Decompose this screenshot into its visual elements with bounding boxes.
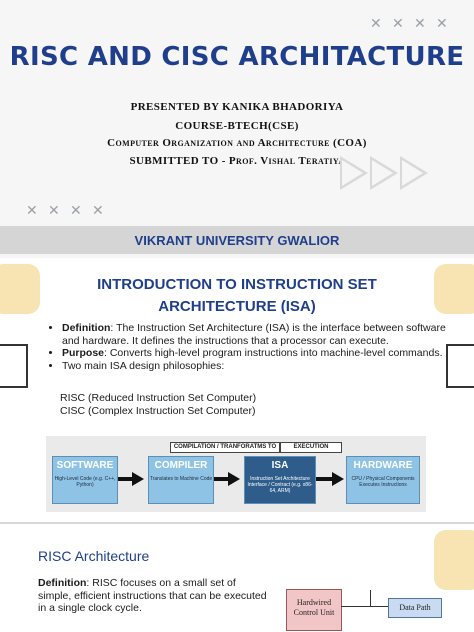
slide-divider [0,522,474,524]
arrow-right-icon [228,472,240,486]
compiler-box: COMPILER Translates to Machine Code [148,456,214,504]
decor-pill-right [434,530,474,590]
submitted-to: SUBMITTED TO - Prof. Vishal Teratiya [129,155,345,167]
decor-pill-right [434,264,474,314]
software-box: SOFTWARE High-Level Code (e.g. C++, Python) [52,456,118,504]
x-mark-icon: ✕ [414,16,426,32]
course: COURSE-BTECH(CSE) [175,120,299,132]
connector-line [341,606,388,607]
x-mark-icon: ✕ [70,203,82,219]
arrow-right-icon [332,472,344,486]
risc-full-name: RISC (Reduced Instruction Set Computer) [60,392,257,404]
arrow-shaft [118,477,132,481]
arrow-right-icon [132,472,144,486]
risc-title: RISC Architecture [38,548,150,564]
isa-flow-diagram [46,436,426,512]
decor-pill-left [0,264,40,314]
label-compilation: COMPILATION / TRANFORATMS TO [170,442,280,453]
risc-definition: Definition: RISC focuses on a small set of simple, efficient instructions that can be executed in a single clock cycle. [38,577,267,614]
isa-box: ISA Instruction Set Architecture Interface / Contract (e.g. x86-64, ARM) [244,456,316,504]
intro-bullets [44,322,462,372]
triangle-arrow-icon [340,156,368,190]
x-mark-icon: ✕ [26,203,38,219]
university-band [0,226,474,254]
university-name: VIKRANT UNIVERSITY GWALIOR [134,233,340,248]
presenter: PRESENTED BY KANIKA BHADORIYA [130,101,344,113]
x-mark-icon: ✕ [392,16,404,32]
connector-line [370,590,371,606]
list-item: • Purpose: Converts high-level program instructions into machine-level commands. [62,347,462,360]
decor-bracket-left [0,344,28,388]
hardwired-control-unit-box: Hardwired Control Unit [286,589,342,631]
x-mark-icon: ✕ [370,16,382,32]
hardware-box: HARDWARE CPU / Physical Components Executes Instructions [346,456,420,504]
arrow-shaft [316,477,332,481]
list-item: • Two main ISA design philosophies: [62,360,462,373]
label-execution: EXECUTION [280,442,342,453]
cisc-full-name: CISC (Complex Instruction Set Computer) [60,405,256,417]
list-item: • Definition: The Instruction Set Architecture (ISA) is the interface between software and hardware. It defines the instructions that a processor can execute. [62,322,462,347]
cover-title: RISC AND CISC ARCHITACTURE [9,42,465,72]
intro-title: INTRODUCTION TO INSTRUCTION SET ARCHITECTURE (ISA) [97,276,377,315]
triangle-arrow-icon [400,156,428,190]
arrow-shaft [214,477,228,481]
x-mark-icon: ✕ [48,203,60,219]
triangle-arrow-icon [370,156,398,190]
x-mark-icon: ✕ [436,16,448,32]
x-mark-icon: ✕ [92,203,104,219]
subject: Computer Organization and Architecture (COA) [107,137,367,149]
data-path-box: Data Path [388,598,442,618]
